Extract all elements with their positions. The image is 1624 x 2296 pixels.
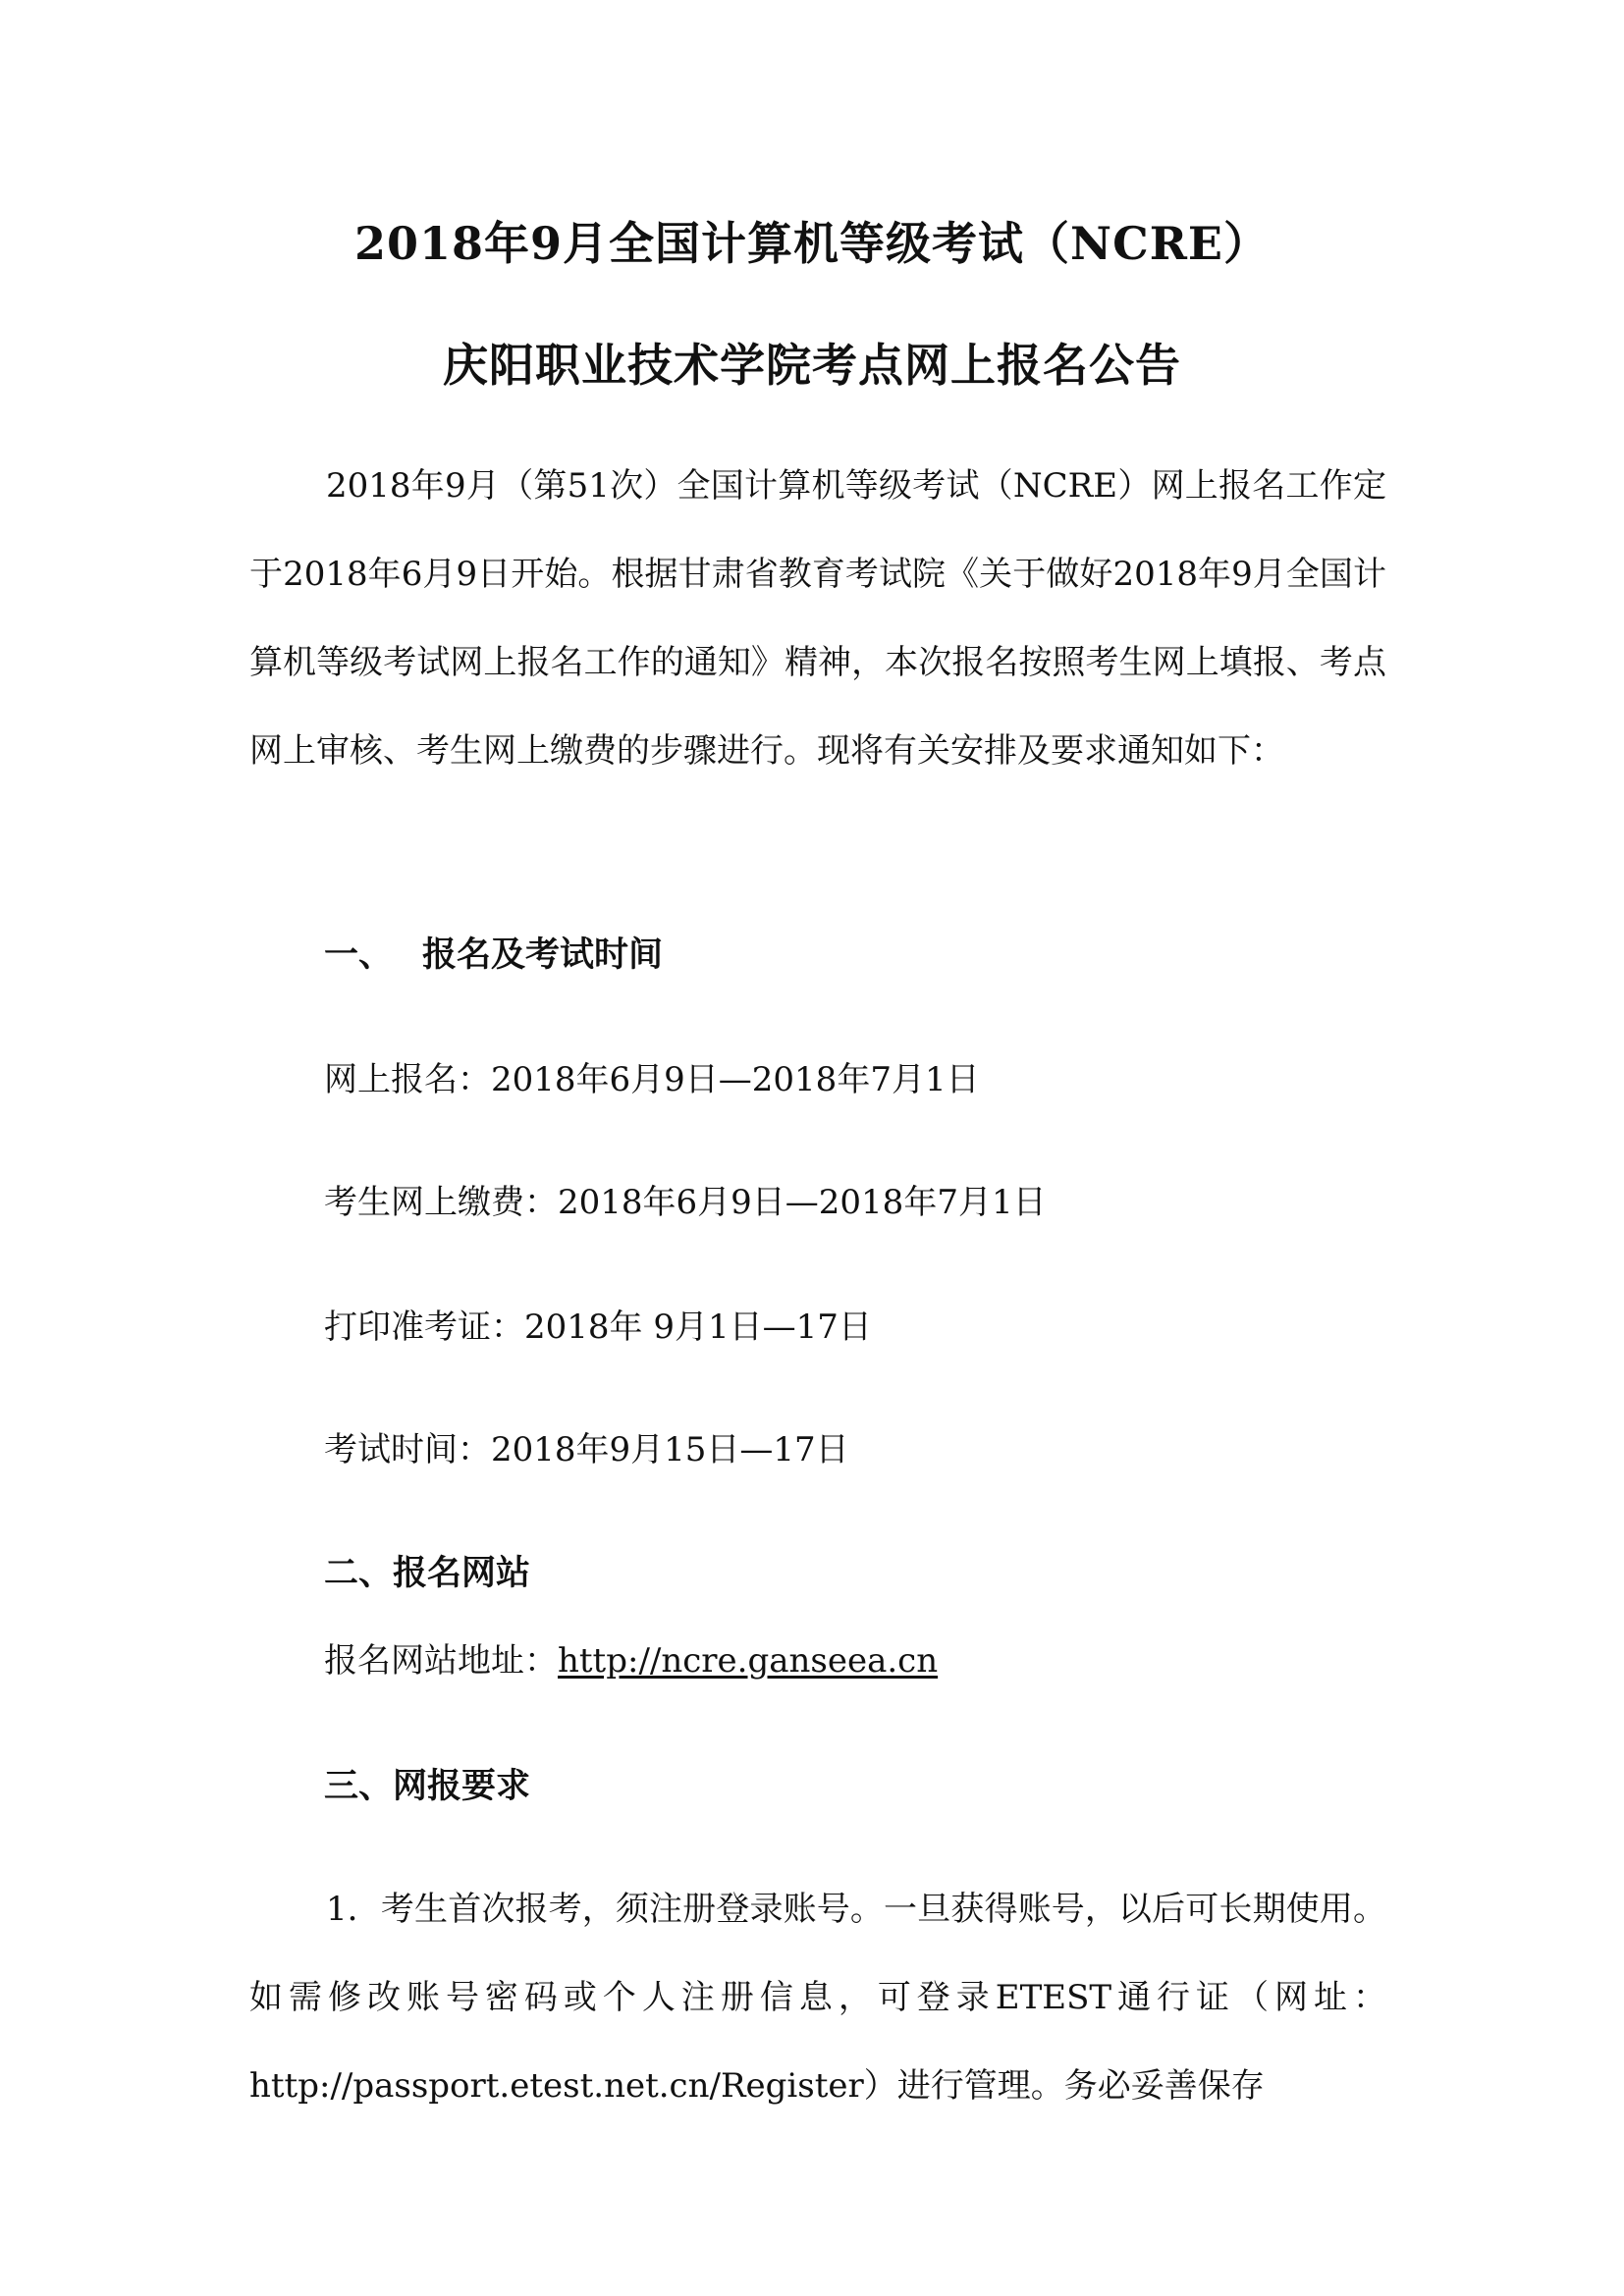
registration-site-link[interactable]: http://ncre.ganseea.cn [558, 1641, 939, 1681]
requirement-item-1: 1．考生首次报考，须注册登录账号。一旦获得账号，以后可长期使用。如需修改账号密码或个人注册信息，可登录ETEST通行证（网址：http://passport.etest.net.cn/Register）进行管理。务必妥善保存 [249, 1890, 1386, 2106]
exam-time-period: 考试时间：2018年9月15日—17日 [324, 1430, 849, 1469]
online-registration-period: 网上报名：2018年6月9日—2018年7月1日 [324, 1060, 980, 1099]
document-title-line-2: 庆阳职业技术学院考点网上报名公告 [443, 339, 1181, 392]
section-3-heading: 三、网报要求 [324, 1766, 531, 1806]
online-payment-period: 考生网上缴费：2018年6月9日—2018年7月1日 [324, 1183, 1047, 1222]
registration-site-line [324, 1636, 938, 1685]
section-1-number: 一、 [324, 934, 394, 975]
intro-paragraph: 2018年9月（第51次）全国计算机等级考试（NCRE）网上报名工作定于2018年6月9日开始。根据甘肃省教育考试院《关于做好2018年9月全国计算机等级考试网上报名工作的通知》精神，本次报名按照考生网上填报、考点网上审核、考生网上缴费的步骤进行。现将有关安排及要求通知如下： [249, 466, 1386, 771]
section-1-title: 报名及考试时间 [422, 934, 664, 975]
section-2-heading: 二、报名网站 [324, 1553, 531, 1593]
document-title-line-1: 2018年9月全国计算机等级考试（NCRE） [354, 217, 1270, 270]
section-1-heading [324, 931, 663, 980]
print-admission-period: 打印准考证：2018年 9月1日—17日 [324, 1308, 872, 1347]
registration-site-label: 报名网站地址： [324, 1641, 558, 1681]
